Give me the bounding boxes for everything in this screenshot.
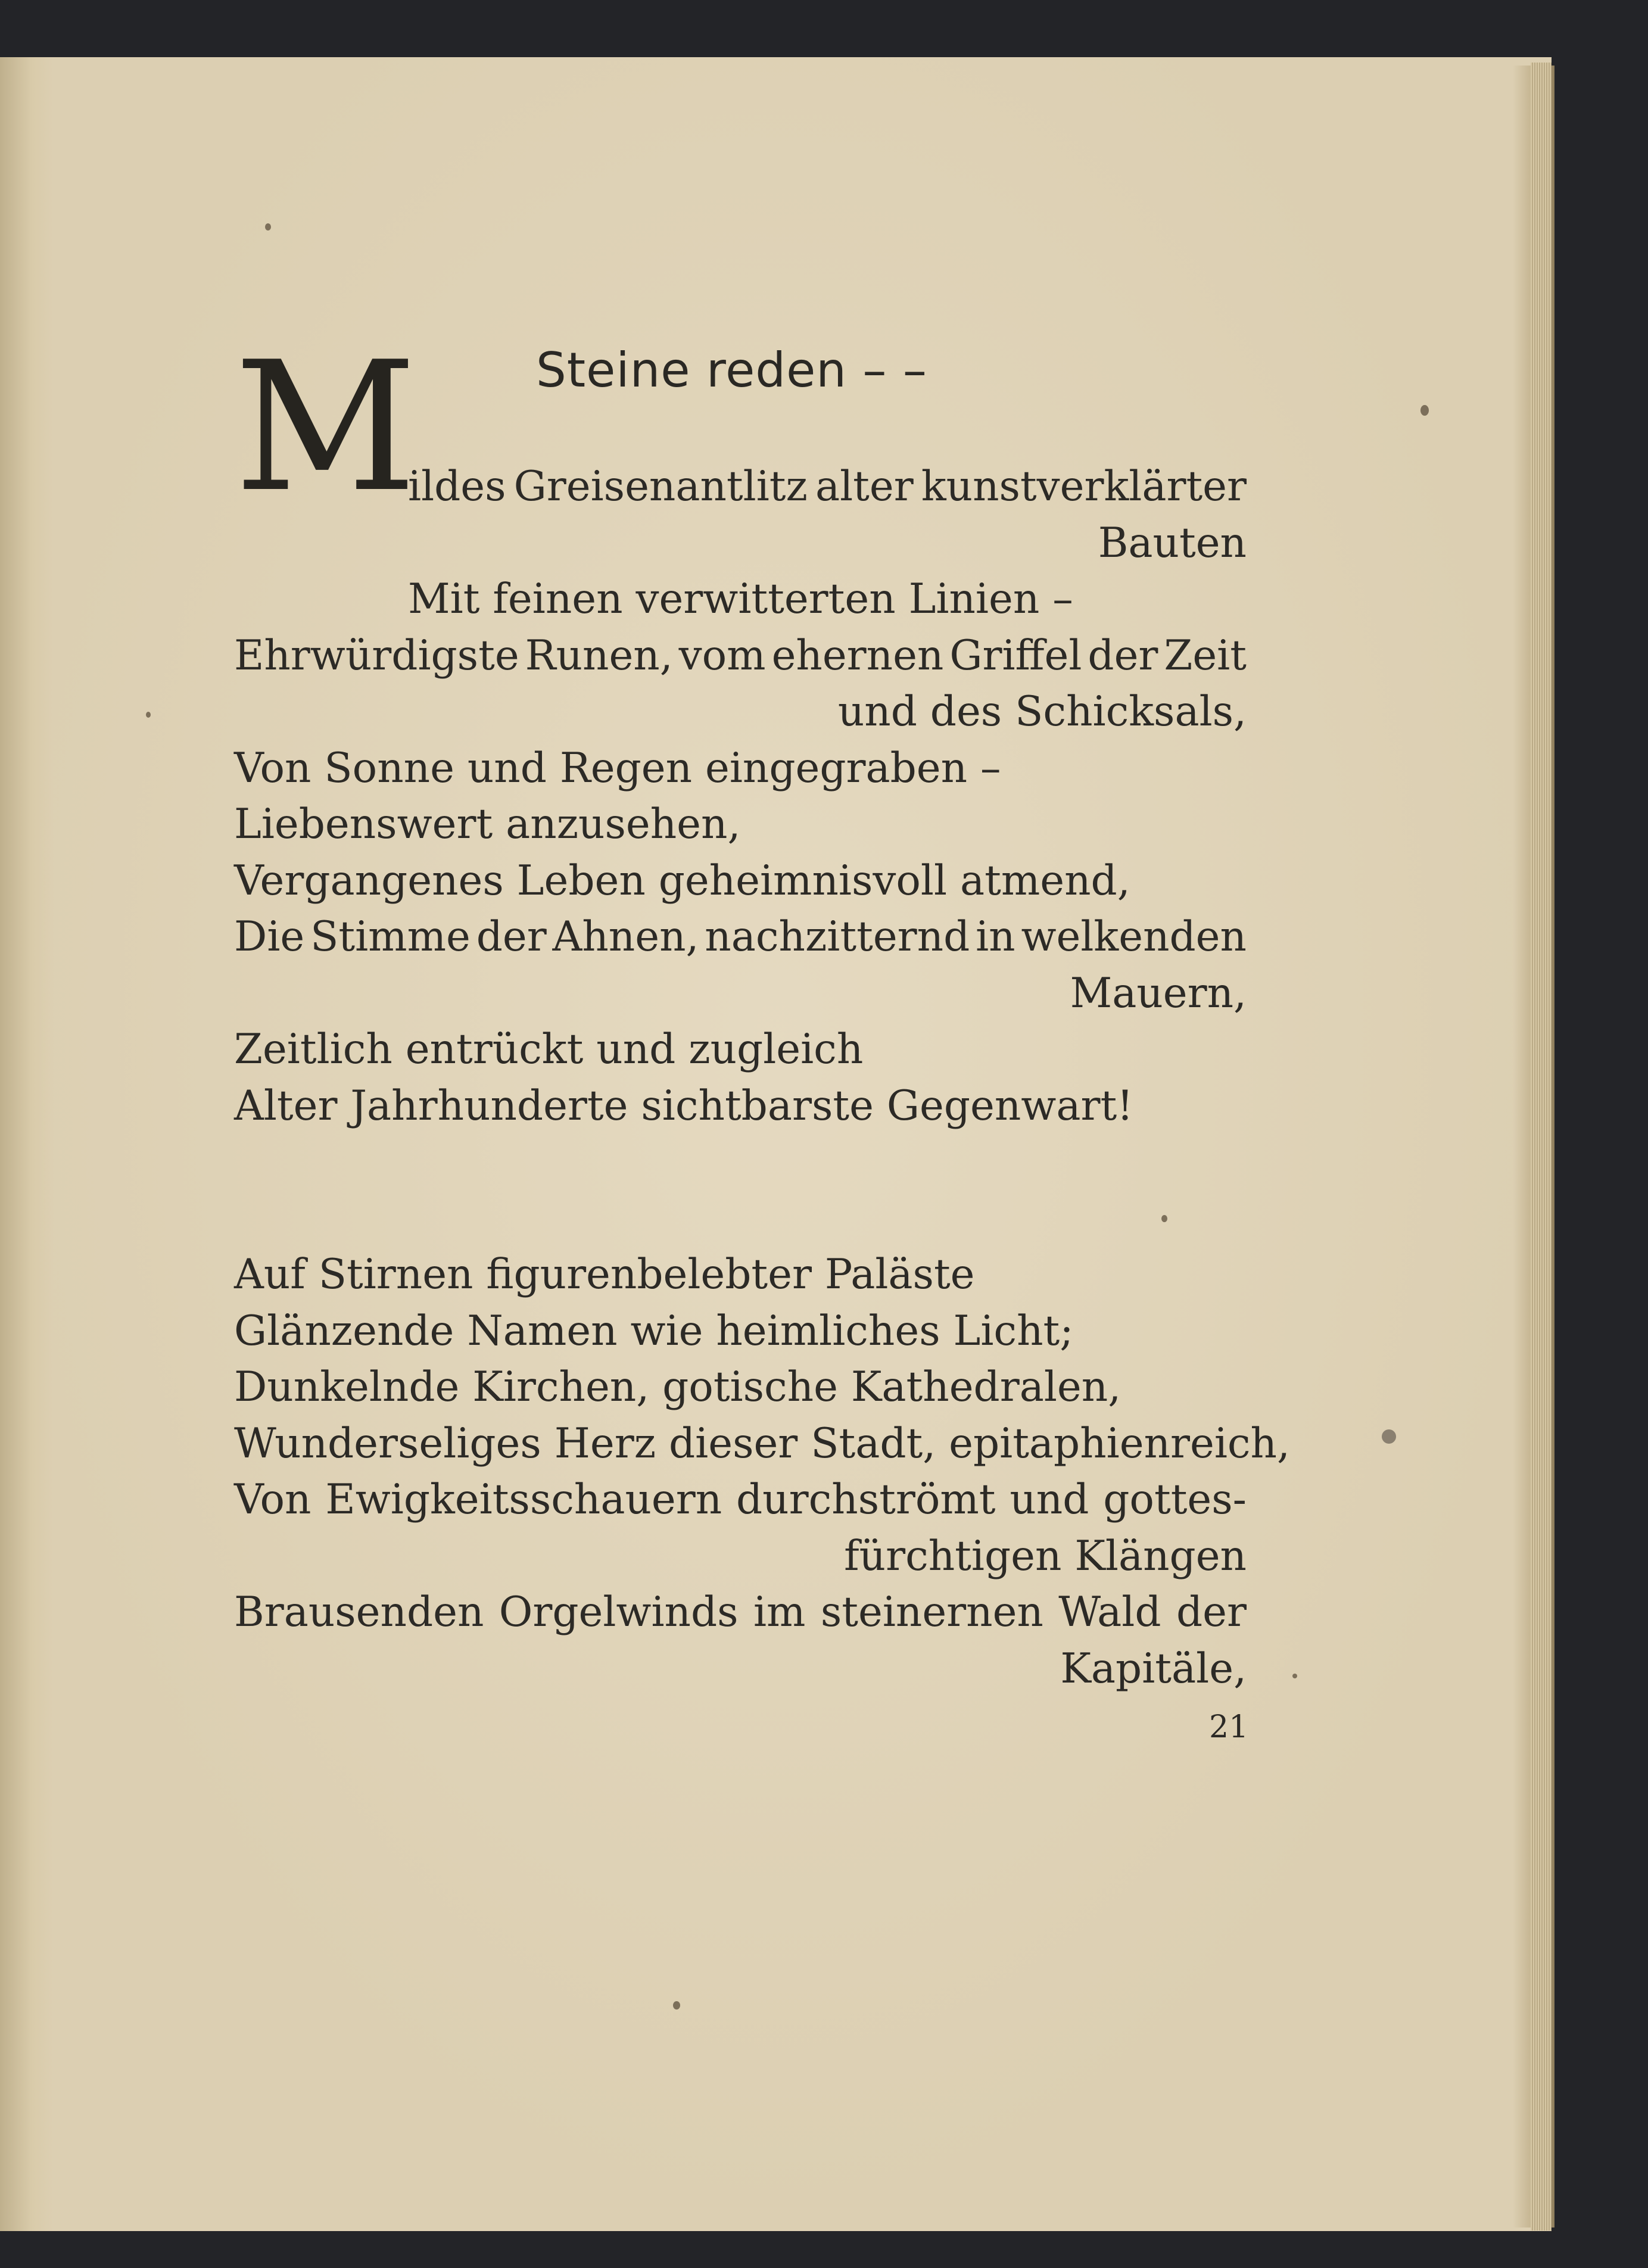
paper-speck (1161, 1215, 1167, 1222)
drop-cap: M (234, 323, 418, 531)
poem-line: und des Schicksals, (837, 688, 1247, 736)
paper-speck (1292, 1674, 1297, 1678)
poem-line: Mit feinen verwitterten Linien – (408, 575, 1073, 623)
poem-line: ildes Greisenantlitz alter kunstverklärter (408, 463, 1247, 510)
poem-line: Ehrwürdigste Runen, vom ehernen Griffel der Zeit (234, 631, 1247, 680)
poem-line: Glänzende Namen wie heimliches Licht; (234, 1307, 1074, 1355)
paper-speck (1420, 405, 1429, 416)
poem-title: Steine reden – – (536, 342, 927, 398)
poem-line: Auf Stirnen figurenbelebter Paläste (234, 1251, 975, 1298)
poem-line: Bauten (1098, 519, 1247, 567)
poem-line: Kapitäle, (1060, 1644, 1247, 1693)
poem-line: Von Ewigkeitsschauern durchströmt und gottes- (234, 1476, 1247, 1524)
poem-line: fürchtigen Klängen (844, 1532, 1247, 1580)
page-leaves (1531, 63, 1552, 2230)
poem-line: Zeitlich entrückt und zugleich (234, 1026, 864, 1073)
paper-speck (265, 223, 271, 230)
poem-line: Von Sonne und Regen eingegraben – (234, 744, 1001, 792)
poem-line: Liebenswert anzusehen, (234, 800, 741, 848)
page-number: 21 (1209, 1709, 1249, 1745)
poem-line: Mauern, (1070, 969, 1247, 1017)
poem-line: Die Stimme der Ahnen, nachzitternd in welkenden (234, 913, 1247, 961)
paper-speck (673, 2001, 680, 2010)
paper-speck (1382, 1429, 1396, 1444)
poem-line: Brausenden Orgelwinds im steinernen Wald der (234, 1588, 1247, 1636)
poem-line: Alter Jahrhunderte sichtbarste Gegenwart! (234, 1082, 1133, 1130)
poem-line: Wunderseliges Herz dieser Stadt, epitaphienreich, (234, 1419, 1290, 1468)
poem-line: Vergangenes Leben geheimnisvoll atmend, (234, 856, 1130, 905)
paper-speck (146, 712, 151, 718)
page-gutter (0, 57, 54, 2231)
poem-line: Dunkelnde Kirchen, gotische Kathedralen, (234, 1363, 1121, 1411)
